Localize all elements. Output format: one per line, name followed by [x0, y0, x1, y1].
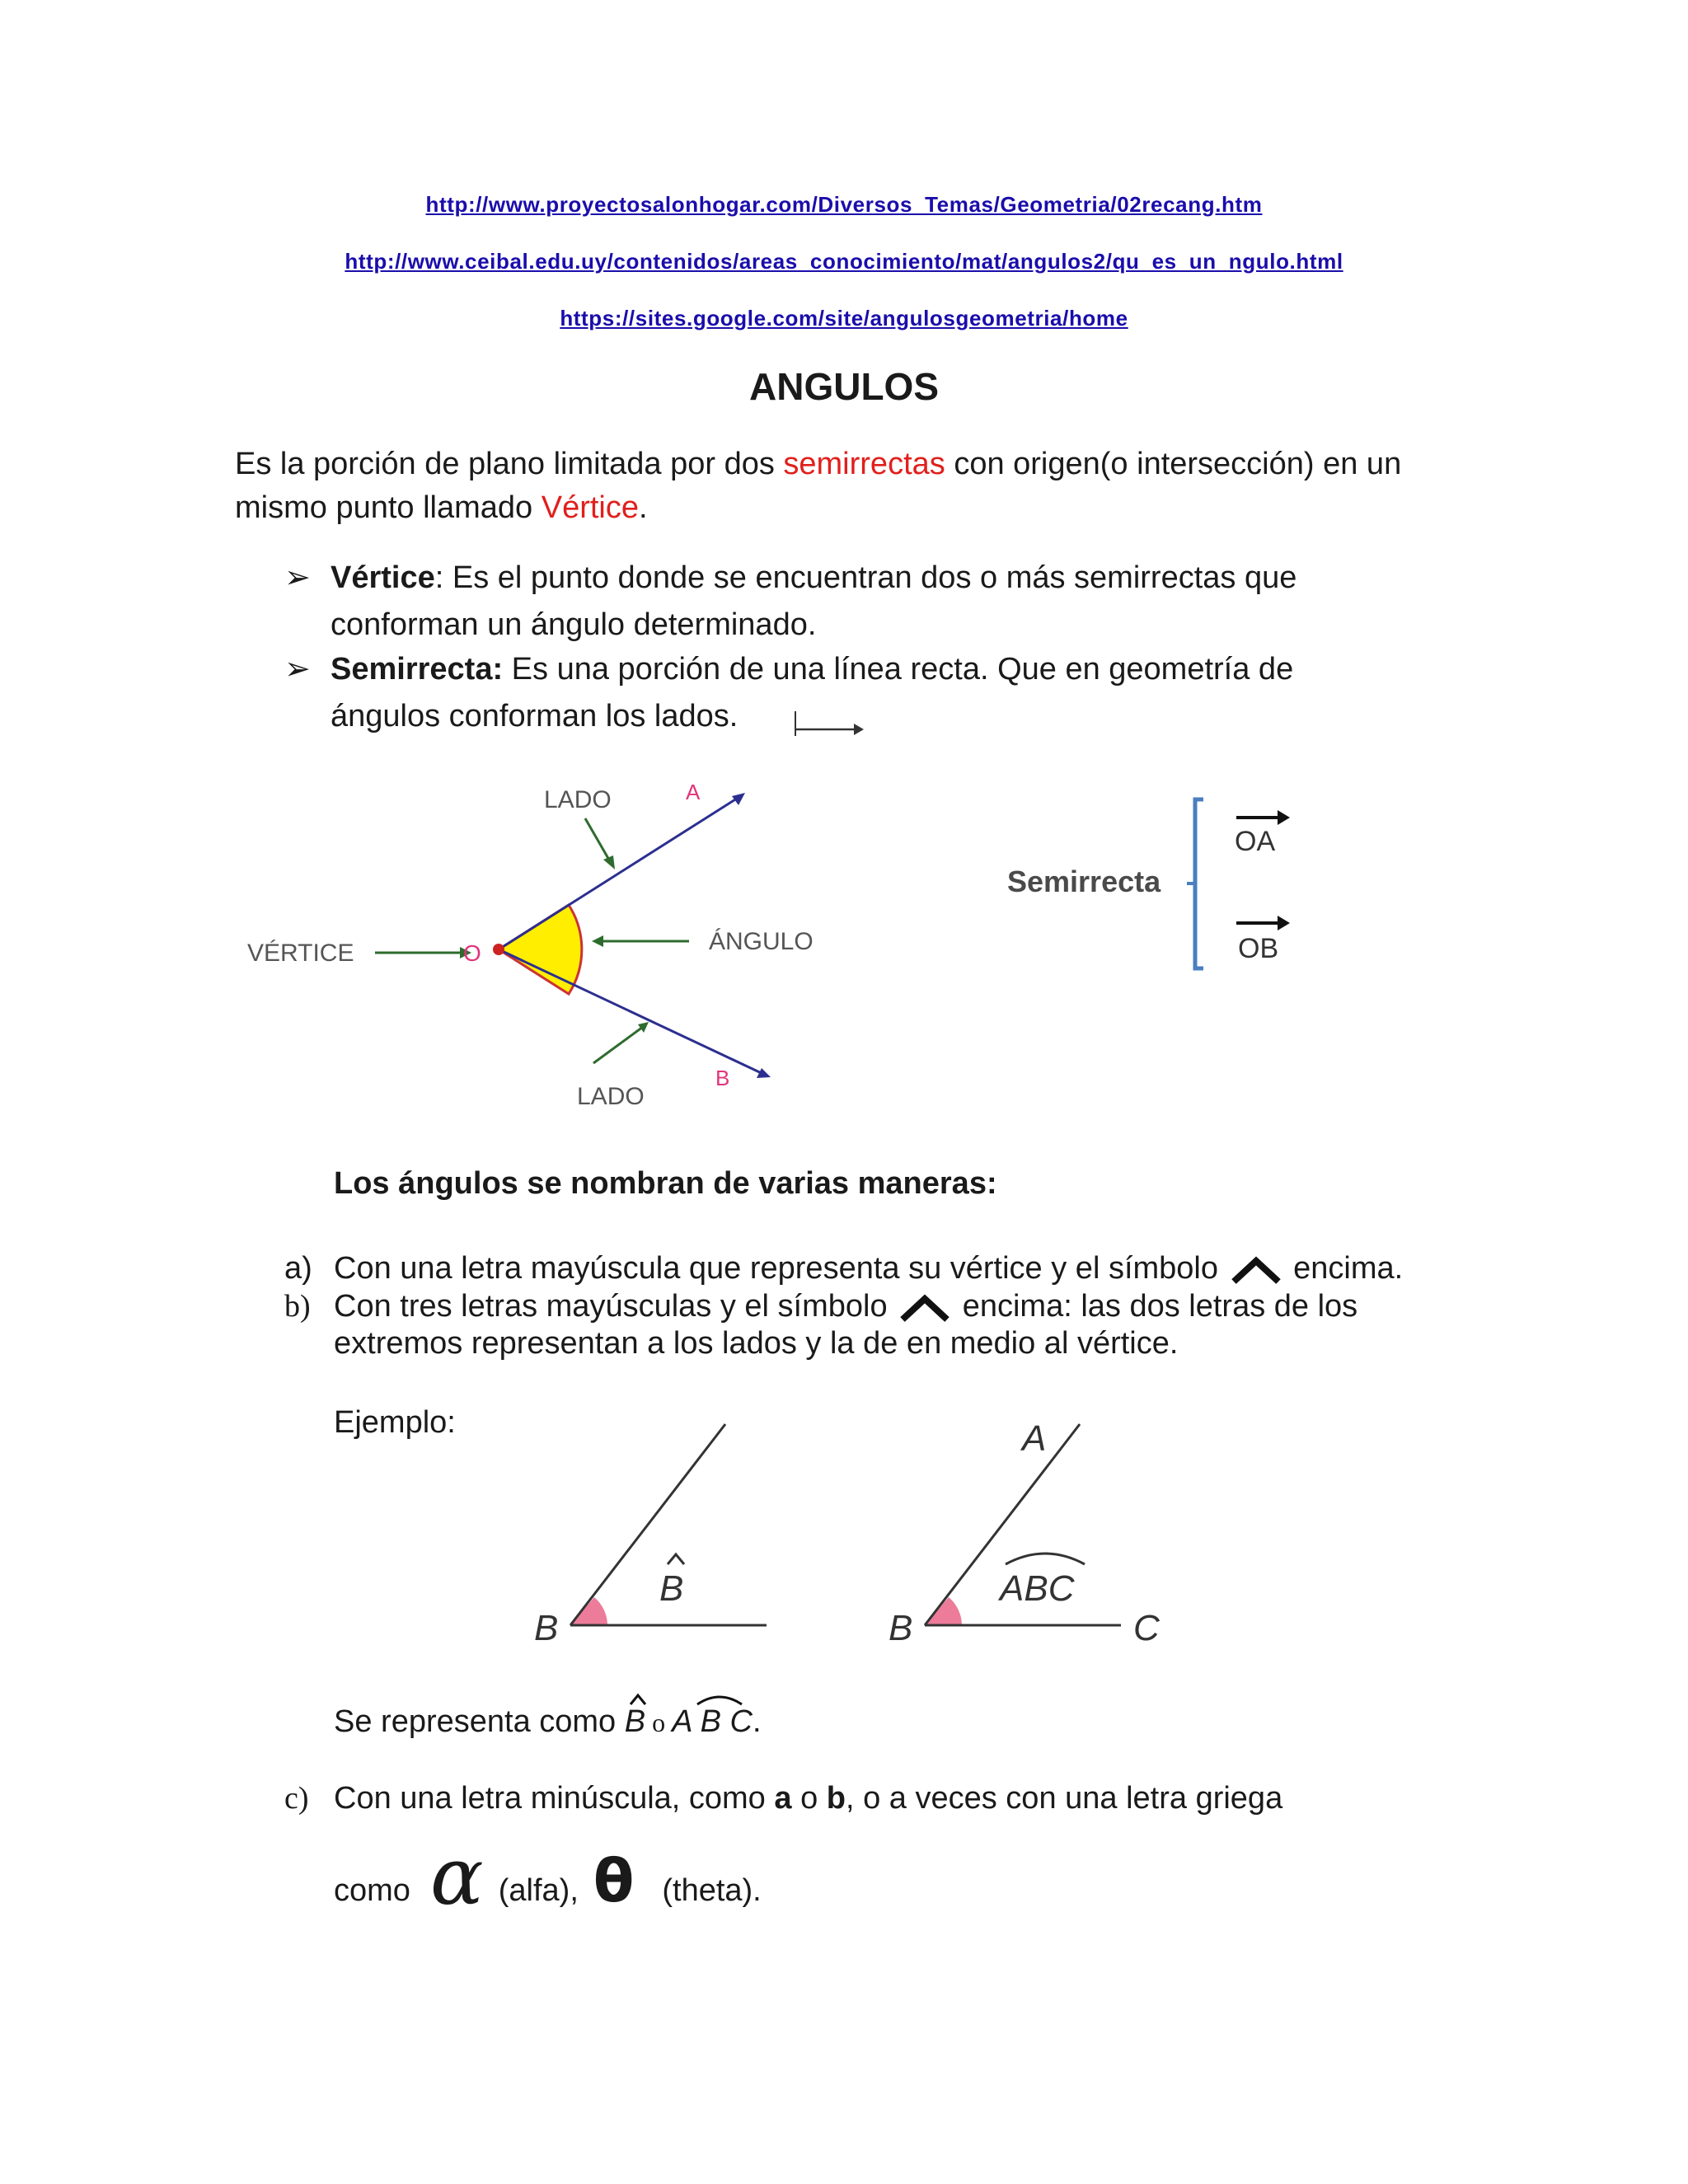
- label-lado-bottom: LADO: [577, 1083, 645, 1110]
- bullet-text: Es una porción de una línea recta. Que en geometría de ángulos conforman los lados.: [331, 652, 1294, 733]
- bullet-term: Semirrecta:: [331, 652, 504, 687]
- naming-heading: Los ángulos se nombran de varias maneras:: [334, 1166, 997, 1201]
- label-b: B: [715, 1066, 730, 1090]
- represent-abc: A B C: [672, 1704, 753, 1739]
- example-diagrams: [519, 1409, 1179, 1657]
- intro-text-2: con origen(o intersección) en un mismo punto llamado: [235, 447, 1402, 525]
- ray-icon: [793, 705, 867, 746]
- represent-text: Se representa como: [334, 1704, 625, 1739]
- label-abc-angle: ABC: [1000, 1568, 1075, 1609]
- arrow-bullet-icon: ➢: [284, 652, 311, 687]
- item-a: [284, 1250, 1463, 1287]
- angle-sector: [499, 905, 582, 994]
- caret-icon: [1227, 1254, 1285, 1286]
- label-o: O: [463, 940, 481, 966]
- label-vertice: VÉRTICE: [247, 940, 354, 967]
- arrow-icon: [638, 1022, 649, 1033]
- alpha-symbol: α: [429, 1830, 484, 1923]
- bullet-term: Vértice: [331, 560, 435, 595]
- alfa-label: (alfa),: [498, 1873, 579, 1908]
- brace-icon: [1195, 799, 1203, 968]
- item-b: [284, 1288, 1463, 1362]
- item-text: Con tres letras mayúsculas y el símbolo: [334, 1289, 897, 1324]
- bullet-vertice: [284, 555, 1372, 649]
- theta-label: (theta).: [662, 1873, 762, 1908]
- page-title: ANGULOS: [749, 365, 939, 408]
- item-text: Con una letra mayúscula que representa su vértice y el símbolo: [334, 1251, 1227, 1286]
- item-label: b): [284, 1289, 311, 1324]
- item-text-end: encima.: [1284, 1251, 1404, 1286]
- reference-link-1[interactable]: http://www.proyectosalonhogar.com/Diversos_Temas/Geometria/02recang.htm: [425, 192, 1263, 217]
- caret-icon: [896, 1291, 954, 1324]
- item-c-o: o: [791, 1781, 827, 1816]
- arrow-icon: [603, 855, 615, 869]
- item-label: c): [284, 1781, 309, 1816]
- intro-semirrectas: semirrectas: [783, 447, 945, 481]
- represent-line: [334, 1704, 762, 1740]
- arc-hat-icon: [1006, 1554, 1085, 1564]
- represent-o: o: [645, 1708, 673, 1737]
- reference-link-3[interactable]: https://sites.google.com/site/angulosgeometria/home: [560, 306, 1128, 330]
- item-text-end: encima: las dos letras de los extremos representan a los lados y la de en medio al vértice.: [334, 1289, 1358, 1361]
- intro-vertice: Vértice: [541, 490, 640, 525]
- label-b-right: B: [889, 1608, 913, 1648]
- intro-text-1: Es la porción de plano limitada por dos: [235, 447, 784, 481]
- label-angulo: ÁNGULO: [709, 928, 814, 955]
- item-c-text: Con una letra minúscula, como: [334, 1781, 775, 1816]
- ray-ob: [499, 949, 767, 1076]
- represent-end: .: [752, 1704, 762, 1739]
- label-lado-top: LADO: [544, 786, 612, 813]
- reference-link-2[interactable]: http://www.ceibal.edu.uy/contenidos/areas_conocimiento/mat/angulos2/qu_es_un_ngulo.html: [345, 249, 1343, 274]
- example-label: Ejemplo:: [334, 1405, 456, 1440]
- label-ob: OB: [1238, 933, 1279, 964]
- item-label: a): [284, 1251, 312, 1286]
- hat-icon: [668, 1554, 684, 1564]
- item-c-text-2: , o a veces con una letra griega: [845, 1781, 1283, 1816]
- item-c-a: a: [774, 1781, 792, 1816]
- label-b-angle: B: [659, 1568, 684, 1609]
- intro-paragraph: [235, 443, 1455, 530]
- represent-b: B: [624, 1704, 646, 1739]
- item-c-b: b: [826, 1781, 846, 1816]
- label-semirrecta: Semirrecta: [1007, 865, 1161, 898]
- label-a-right: A: [1022, 1418, 1047, 1459]
- vertex-dot: [493, 944, 504, 955]
- item-c: [284, 1780, 1463, 1817]
- label-a: A: [686, 780, 701, 804]
- arrow-bullet-icon: ➢: [284, 560, 311, 595]
- ray-oa: [499, 795, 742, 949]
- intro-text-3: .: [639, 490, 648, 525]
- label-oa: OA: [1235, 826, 1276, 857]
- theta-symbol: θ: [593, 1846, 635, 1915]
- arrow-icon: [592, 935, 603, 947]
- como-label: como: [334, 1873, 410, 1908]
- angle-diagram: [239, 766, 1335, 1121]
- bullet-text: : Es el punto donde se encuentran dos o más semirrectas que conforman un ángulo determinado.: [331, 560, 1297, 642]
- label-b-left: B: [534, 1608, 559, 1648]
- label-c-right: C: [1133, 1608, 1160, 1648]
- greek-letters-line: [334, 1830, 762, 1923]
